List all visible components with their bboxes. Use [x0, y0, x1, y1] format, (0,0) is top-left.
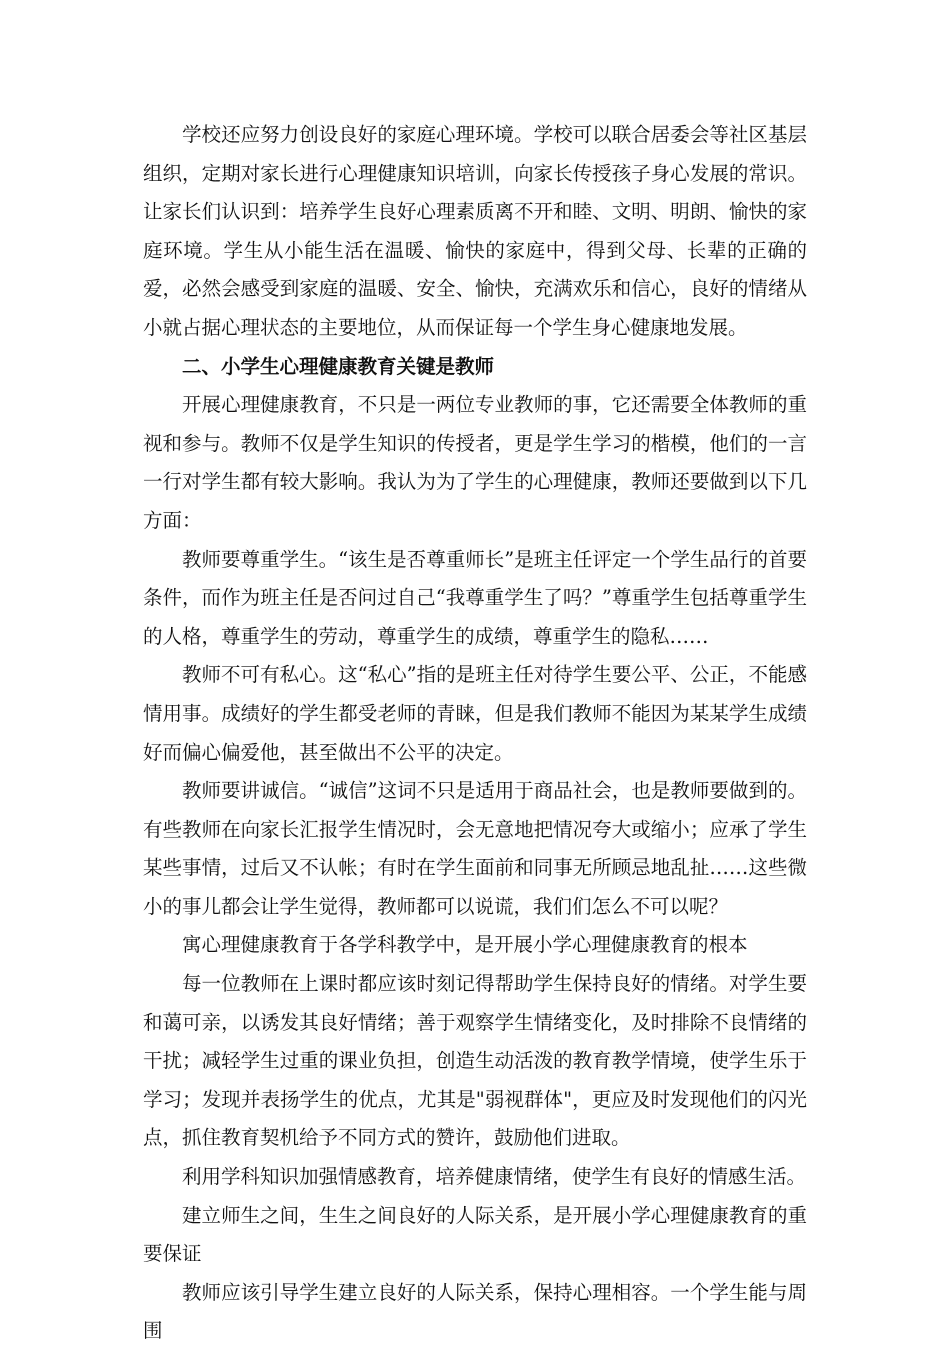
paragraph-respect-students: 教师要尊重学生。“该生是否尊重师长”是班主任评定一个学生品行的首要条件，而作为班主任是否问过自己“我尊重学生了吗？”尊重学生包括尊重学生的人格，尊重学生的劳动，尊重学生的成绩，尊重学生的隐私…… [143, 547, 807, 648]
paragraph-emotional-education: 利用学科知识加强情感教育，培养健康情绪，使学生有良好的情感生活。 [182, 1165, 807, 1189]
paragraph-relationships: 建立师生之间，生生之间良好的人际关系，是开展小学心理健康教育的重要保证 [143, 1203, 807, 1266]
paragraph-no-favoritism: 教师不可有私心。这“私心”指的是班主任对待学生要公平、公正，不能感情用事。成绩好的学生都受老师的青睐，但是我们教师不能因为某某学生成绩好而偏心偏爱他，甚至做出不公平的决定。 [143, 663, 807, 764]
paragraph-guide-relationships: 教师应该引导学生建立良好的人际关系，保持心理相容。一个学生能与周围 [143, 1280, 807, 1343]
paragraph-good-emotions: 每一位教师在上课时都应该时刻记得帮助学生保持良好的情绪。对学生要和蔼可亲，以诱发其良好情绪；善于观察学生情绪变化，及时排除不良情绪的干扰；减轻学生过重的课业负担，创造生动活泼的教育教学情境，使学生乐于学习；发现并表扬学生的优点，尤其是"弱视群体"，更应及时发现他们的闪光点，抓住教育契机给予不同方式的赞许，鼓励他们进取。 [143, 972, 807, 1150]
section-heading-teacher-key: 二、小学生心理健康教育关键是教师 [182, 354, 495, 378]
paragraph-all-teachers: 开展心理健康教育，不只是一两位专业教师的事，它还需要全体教师的重视和参与。教师不仅是学生知识的传授者，更是学生学习的楷模，他们的一言一行对学生都有较大影响。我认为为了学生的心理健康，教师还要做到以下几方面： [143, 393, 807, 532]
paragraph-subject-teaching: 寓心理健康教育于各学科教学中，是开展小学心理健康教育的根本 [182, 933, 748, 957]
document-body [143, 116, 807, 1351]
paragraph-family-environment: 学校还应努力创设良好的家庭心理环境。学校可以联合居委会等社区基层组织，定期对家长进行心理健康知识培训，向家长传授孩子身心发展的常识。让家长们认识到：培养学生良好心理素质离不开和睦、文明、明朗、愉快的家庭环境。学生从小能生活在温暖、愉快的家庭中，得到父母、长辈的正确的爱，必然会感受到家庭的温暖、安全、愉快，充满欢乐和信心，良好的情绪从小就占据心理状态的主要地位，从而保证每一个学生身心健康地发展。 [143, 123, 807, 339]
paragraph-integrity: 教师要讲诚信。“诚信”这词不只是适用于商品社会，也是教师要做到的。有些教师在向家长汇报学生情况时，会无意地把情况夸大或缩小；应承了学生某些事情，过后又不认帐；有时在学生面前和同事无所顾忌地乱扯……这些微小的事儿都会让学生觉得，教师都可以说谎，我们们怎么不可以呢？ [143, 779, 807, 918]
